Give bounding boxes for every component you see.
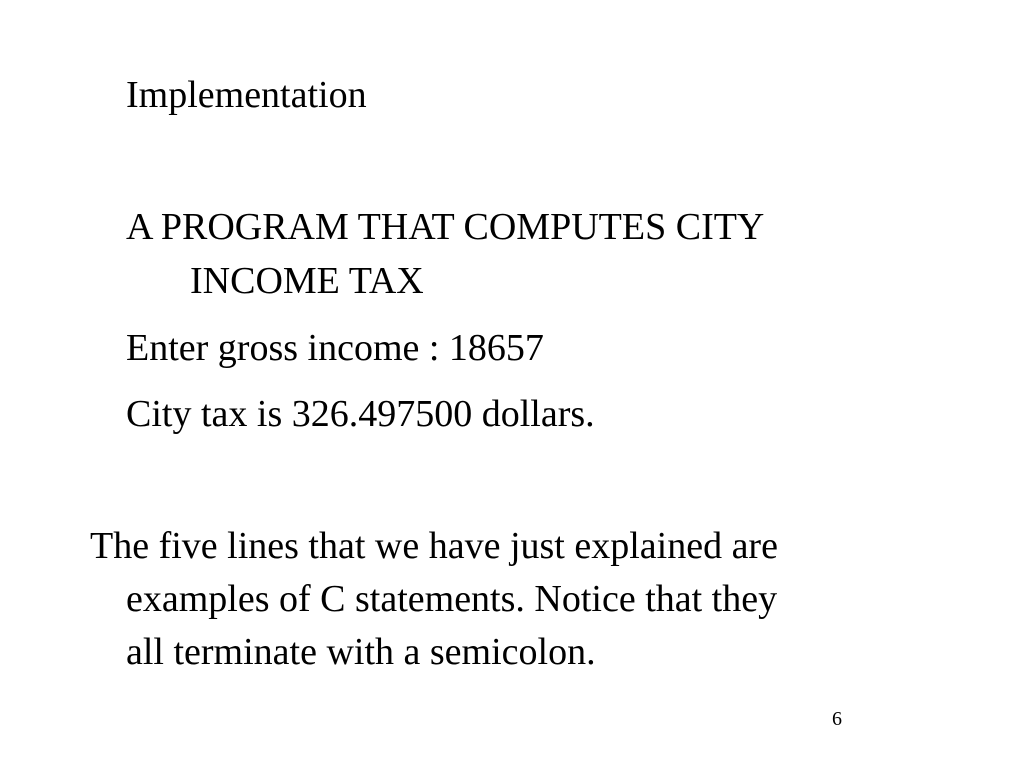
explanation-paragraph [90,520,990,679]
program-result-line: City tax is 326.497500 dollars. [126,393,595,435]
paragraph-line-2: examples of C statements. Notice that they [126,578,778,620]
page-number: 6 [832,708,842,730]
program-title-line-2: INCOME TAX [190,260,424,302]
program-prompt-line: Enter gross income : 18657 [126,327,544,369]
program-title-line-1: A PROGRAM THAT COMPUTES CITY [126,206,765,248]
paragraph-line-3: all terminate with a semicolon. [126,631,596,673]
paragraph-line-1: The five lines that we have just explained are [90,525,778,567]
slide-heading: Implementation [126,74,367,116]
